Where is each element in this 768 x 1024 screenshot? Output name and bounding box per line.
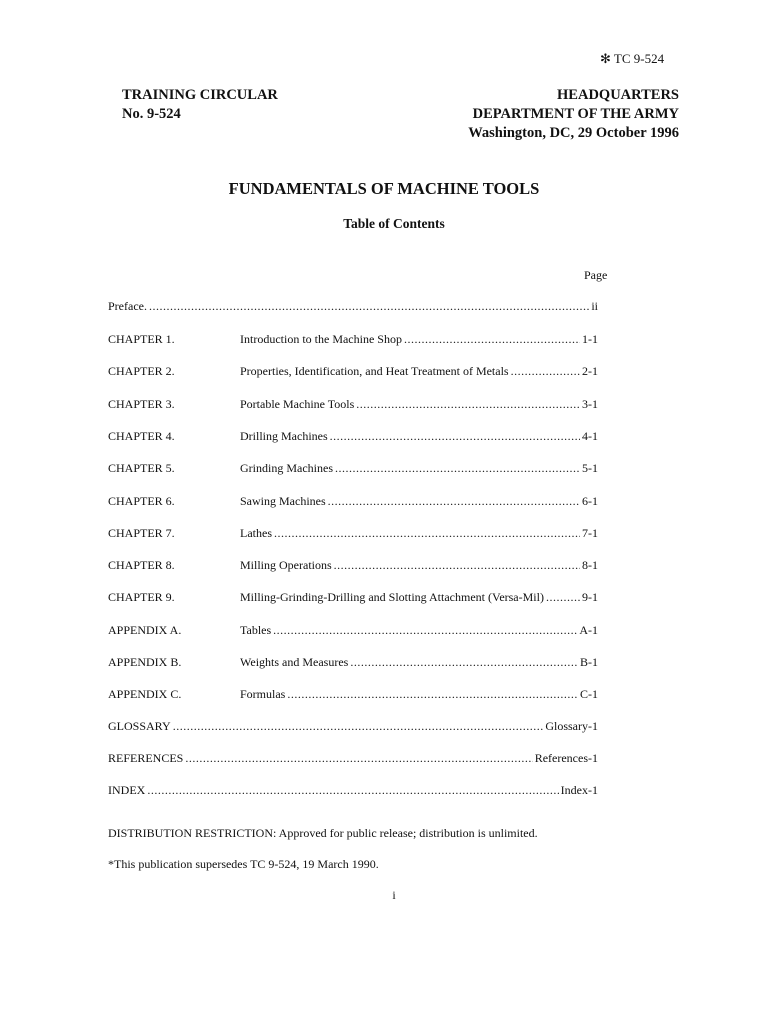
toc-entry-title: Weights and Measures — [240, 655, 349, 669]
toc-entry-text: INDEX — [108, 783, 146, 797]
document-number: ✻ TC 9-524 — [600, 51, 665, 66]
toc-entry-title: Tables — [240, 623, 272, 637]
toc-entry-title: Milling-Grinding-Drilling and Slotting Attachment (Versa-Mil) — [240, 590, 544, 604]
toc-entry-page: References-1 — [534, 751, 598, 765]
dot-leader — [328, 494, 580, 509]
toc-entry-page: 4-1 — [582, 429, 598, 443]
toc-entry — [240, 429, 598, 444]
toc-entry-page: ii — [591, 299, 598, 313]
toc-entry — [240, 687, 598, 702]
supersedes-note: *This publication supersedes TC 9-524, 19 March 1990. — [108, 857, 379, 871]
toc-entry-page: 1-1 — [582, 332, 598, 346]
toc-entry-page: Index-1 — [560, 783, 598, 797]
dot-leader — [330, 429, 580, 444]
toc-entry-title: Milling Operations — [240, 558, 332, 572]
toc-entry — [240, 590, 598, 605]
toc-entry — [240, 655, 598, 670]
toc-entry-page: 6-1 — [582, 494, 598, 508]
toc-chapter-label: CHAPTER 1. — [108, 332, 175, 346]
toc-chapter-label: CHAPTER 4. — [108, 429, 175, 443]
toc-entry-title: Grinding Machines — [240, 461, 333, 475]
dot-leader — [350, 655, 578, 670]
toc-entry-page: 8-1 — [582, 558, 598, 572]
dot-leader — [149, 299, 589, 314]
toc-chapter-label: CHAPTER 9. — [108, 590, 175, 604]
toc-entry — [240, 623, 598, 638]
page-number: i — [392, 888, 396, 902]
toc-entry-title: Properties, Identification, and Heat Treatment of Metals — [240, 364, 509, 378]
dot-leader — [274, 526, 580, 541]
dot-leader — [335, 461, 580, 476]
toc-entry-page: 9-1 — [582, 590, 598, 604]
toc-entry-text: Preface. — [108, 299, 147, 313]
toc-entry-backmatter — [108, 719, 598, 737]
toc-entry-page: 2-1 — [582, 364, 598, 378]
dot-leader — [404, 332, 580, 347]
toc-entry-page: Glossary-1 — [545, 719, 598, 733]
toc-chapter-label: APPENDIX A. — [108, 623, 182, 637]
toc-chapter-label: CHAPTER 2. — [108, 364, 175, 378]
dot-leader — [546, 590, 580, 605]
circular-number: No. 9-524 — [122, 106, 181, 122]
toc-entry-title: Sawing Machines — [240, 494, 326, 508]
toc-entry-preface — [108, 299, 598, 317]
toc-chapter-label: CHAPTER 6. — [108, 494, 175, 508]
header-right — [468, 86, 679, 143]
toc-entry — [240, 526, 598, 541]
toc-entry-title: Formulas — [240, 687, 286, 701]
toc-entry-backmatter — [108, 783, 598, 801]
headquarters-label: HEADQUARTERS — [557, 87, 679, 103]
toc-entry-text: REFERENCES — [108, 751, 184, 765]
header-left — [122, 86, 278, 124]
department-label: DEPARTMENT OF THE ARMY — [472, 106, 679, 122]
dot-leader — [334, 558, 580, 573]
toc-entry-page: 7-1 — [582, 526, 598, 540]
toc-entry-page: 5-1 — [582, 461, 598, 475]
toc-entry — [240, 332, 598, 347]
circular-type: TRAINING CIRCULAR — [122, 87, 278, 103]
toc-chapter-label: APPENDIX B. — [108, 655, 182, 669]
toc-chapter-label: CHAPTER 7. — [108, 526, 175, 540]
dot-leader — [173, 719, 544, 734]
dot-leader — [185, 751, 532, 766]
location-date: Washington, DC, 29 October 1996 — [468, 125, 679, 141]
dot-leader — [511, 364, 580, 379]
toc-entry — [240, 461, 598, 476]
toc-entry-title: Portable Machine Tools — [240, 397, 355, 411]
toc-entry-backmatter — [108, 751, 598, 769]
dot-leader — [273, 623, 577, 638]
toc-chapter-label: CHAPTER 8. — [108, 558, 175, 572]
distribution-statement: DISTRIBUTION RESTRICTION: Approved for public release; distribution is unlimited. — [108, 826, 538, 840]
toc-entry-page: 3-1 — [582, 397, 598, 411]
toc-chapter-label: APPENDIX C. — [108, 687, 182, 701]
toc-entry-title: Introduction to the Machine Shop — [240, 332, 402, 346]
toc-entry-page: A-1 — [579, 623, 598, 637]
toc-chapter-label: CHAPTER 5. — [108, 461, 175, 475]
dot-leader — [287, 687, 578, 702]
dot-leader — [356, 397, 580, 412]
toc-entry — [240, 494, 598, 509]
toc-entry-title: Drilling Machines — [240, 429, 328, 443]
toc-entry — [240, 558, 598, 573]
toc-entry-text: GLOSSARY — [108, 719, 171, 733]
toc-entry-title: Lathes — [240, 526, 272, 540]
toc-entry — [240, 397, 598, 412]
document-title: FUNDAMENTALS OF MACHINE TOOLS — [228, 179, 540, 198]
toc-entry-page: C-1 — [580, 687, 598, 701]
toc-entry-page: B-1 — [580, 655, 598, 669]
toc-entry — [240, 364, 598, 379]
toc-heading: Table of Contents — [343, 216, 445, 231]
toc-chapter-label: CHAPTER 3. — [108, 397, 175, 411]
page-column-label: Page — [584, 268, 608, 282]
dot-leader — [147, 783, 558, 798]
